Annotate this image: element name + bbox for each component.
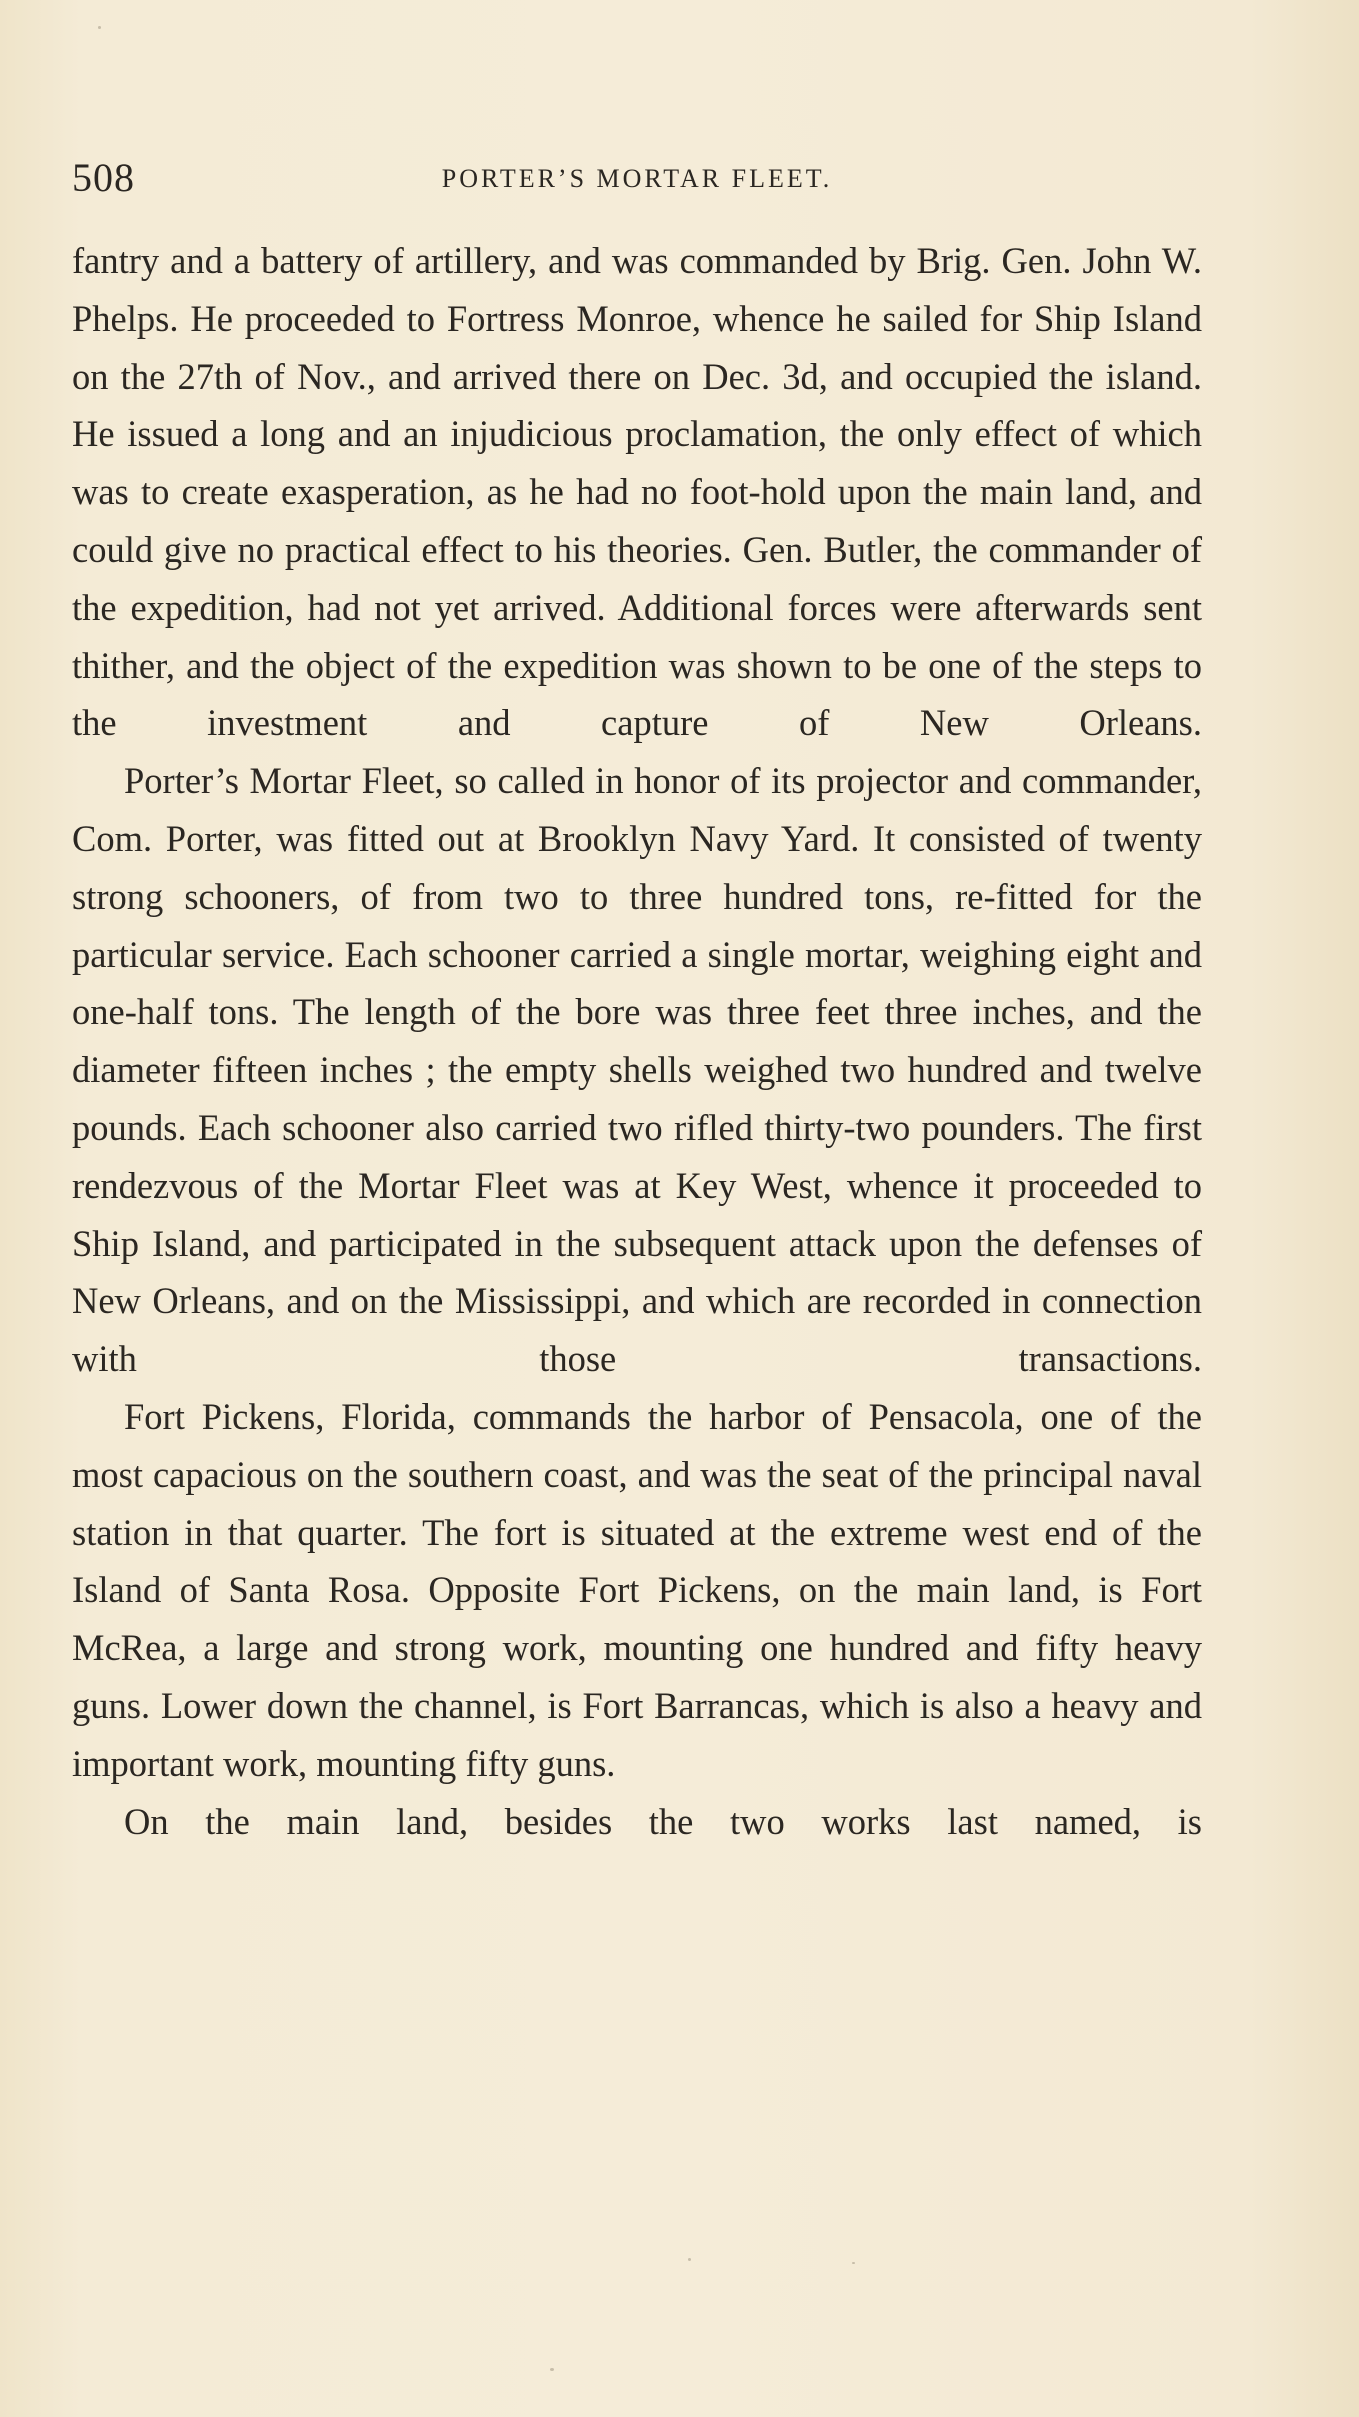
page-number: 508 — [72, 155, 135, 200]
paper-speck — [852, 2262, 855, 2264]
running-title: PORTER’S MORTAR FLEET. — [441, 164, 833, 193]
paper-speck — [98, 26, 101, 29]
page-header — [72, 150, 1202, 210]
paragraph-continuation: fantry and a battery of artillery, and was commanded by Brig. Gen. John W. Phelps. He proceeded to Fortress Monroe, whence he sailed for Ship Island on the 27th of Nov., and arrived there on Dec. 3d, and occupied the island. He issued a long and an injudicious proclamation, the only effect of which was to create exasperation, as he had no foot-hold upon the main land, and could give no practical effect to his theories. Gen. Butler, the commander of the expedition, had not yet arrived. Additional forces were afterwards sent thither, and the object of the expedition was shown to be one of the steps to the investment and capture of New Orleans. — [72, 240, 1202, 744]
body-text — [72, 232, 1202, 1850]
paragraph-fort-pickens: Fort Pickens, Florida, commands the harbor of Pensacola, one of the most capacious on the southern coast, and was the seat of the principal naval station in that quarter. The fort is situated at the extreme west end of the Island of Santa Rosa. Opposite Fort Pickens, on the main land, is Fort McRea, a large and strong work, mounting one hundred and fifty heavy guns. Lower down the channel, is Fort Barrancas, which is also a heavy and important work, mounting fifty guns. — [72, 1395, 1202, 1784]
paragraph-mortar-fleet: Porter’s Mortar Fleet, so called in honor of its projector and commander, Com. Porter, was fitted out at Brooklyn Navy Yard. It consisted of twenty strong schooners, of from two to three hundred tons, re-fitted for the particular service. Each schooner carried a single mortar, weighing eight and one-half tons. The length of the bore was three feet three inches, and the diameter fifteen inches ; the empty shells weighed two hundred and twelve pounds. Each schooner also carried two rifled thirty-two pounders. The first rendezvous of the Mortar Fleet was at Key West, whence it proceeded to Ship Island, and participated in the subsequent attack upon the defenses of New Orleans, and on the Mississippi, and which are recorded in connection with those transactions. — [72, 760, 1202, 1380]
paragraph-main-land: On the main land, besides the two works last named, is — [124, 1800, 1202, 1842]
paper-speck — [688, 2258, 691, 2261]
paper-speck — [550, 2368, 554, 2371]
